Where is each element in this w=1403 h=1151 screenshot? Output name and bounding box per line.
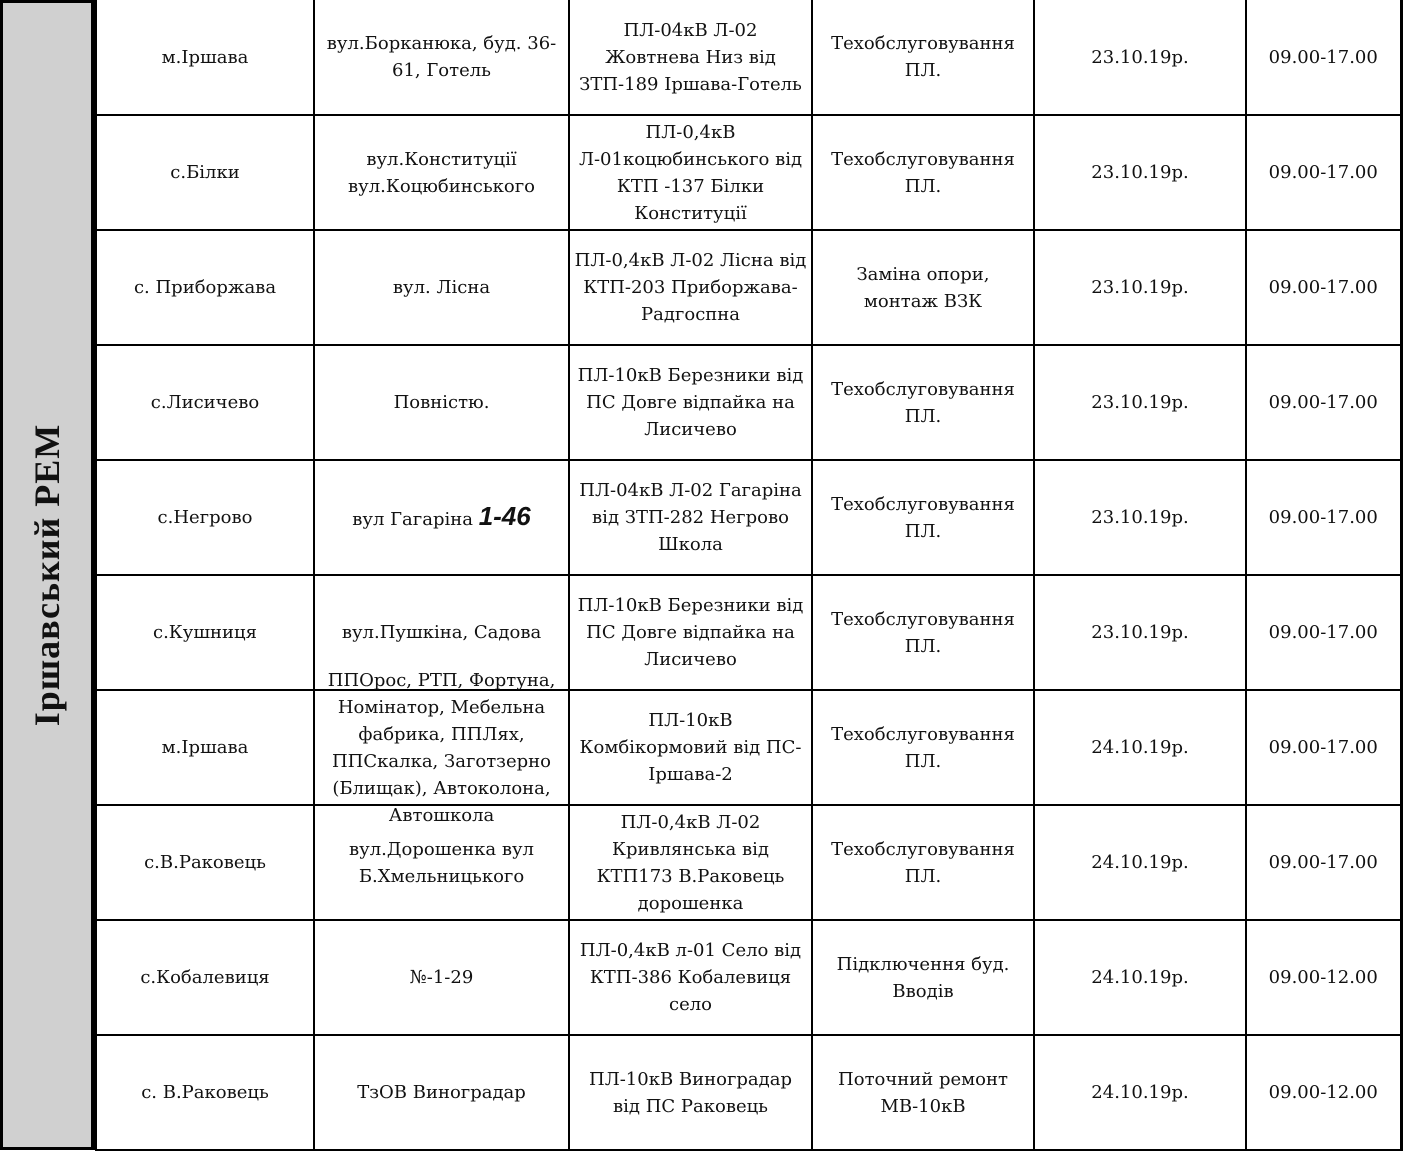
time-cell: 09.00-12.00 [1246,920,1401,1035]
time-cell: 09.00-12.00 [1246,1035,1401,1150]
time-cell: 09.00-17.00 [1246,0,1401,115]
address-cell: вул.Дорошенка вул Б.Хмельницького [314,805,569,920]
work-type-cell: Заміна опори, монтаж ВЗК [812,230,1034,345]
work-type-cell: Техобслуговування ПЛ. [812,575,1034,690]
time-cell: 09.00-17.00 [1246,230,1401,345]
work-type-cell: Техобслуговування ПЛ. [812,690,1034,805]
address-cell [314,460,569,575]
date-cell: 24.10.19р. [1034,690,1246,805]
date-cell: 24.10.19р. [1034,1035,1246,1150]
power-line-cell: ПЛ-10кВ Комбікормовий від ПС-Іршава-2 [569,690,812,805]
work-type-cell: Підключення буд. Вводів [812,920,1034,1035]
settlement-cell: с. В.Раковець [96,1035,314,1150]
settlement-cell: с.Кобалевиця [96,920,314,1035]
power-line-cell: ПЛ-10кВ Березники від ПС Довге відпайка на Лисичево [569,345,812,460]
address-cell: №-1-29 [314,920,569,1035]
date-cell: 23.10.19р. [1034,460,1246,575]
address-cell: вул.Пушкіна, Садова [314,575,569,690]
power-line-cell: ПЛ-0,4кВ Л-02 Лісна від КТП-203 Приборжава-Радгоспна [569,230,812,345]
date-cell: 23.10.19р. [1034,115,1246,230]
address-cell: вул.Борканюка, буд. 36-61, Готель [314,0,569,115]
address-text-clipped: ППОрос, РТП, Фортуна, Номінатор, Мебельна фабрика, ППЛях, ППСкалка, Заготзерно (Блищак), Автоколона, Автошкола [327,669,556,826]
address-cell [314,669,569,826]
date-cell: 24.10.19р. [1034,920,1246,1035]
power-line-cell: ПЛ-04кВ Л-02 Гагаріна від ЗТП-282 Негрово Школа [569,460,812,575]
date-cell: 23.10.19р. [1034,0,1246,115]
date-cell: 23.10.19р. [1034,575,1246,690]
work-type-cell: Техобслуговування ПЛ. [812,115,1034,230]
address-cell: вул.Конституції вул.Коцюбинського [314,115,569,230]
table-row [96,920,1401,1035]
table-row [96,1035,1401,1150]
power-line-cell: ПЛ-10кВ Березники від ПС Довге відпайка на Лисичево [569,575,812,690]
rem-side-cell [0,0,95,1150]
table-row [96,690,1401,805]
address-street: вул Гагаріна [352,508,473,530]
time-cell: 09.00-17.00 [1246,690,1401,805]
table-row [96,805,1401,920]
work-type-cell: Поточний ремонт МВ-10кВ [812,1035,1034,1150]
settlement-cell: м.Іршава [96,0,314,115]
table-row [96,115,1401,230]
power-line-cell: ПЛ-0,4кВ л-01 Село від КТП-386 Кобалевиця село [569,920,812,1035]
power-line-cell: ПЛ-04кВ Л-02 Жовтнева Низ від ЗТП-189 Іршава-Готель [569,0,812,115]
settlement-cell: м.Іршава [96,690,314,805]
time-cell: 09.00-17.00 [1246,345,1401,460]
settlement-cell: с.В.Раковець [96,805,314,920]
date-cell: 24.10.19р. [1034,805,1246,920]
work-type-cell: Техобслуговування ПЛ. [812,805,1034,920]
table-row [96,575,1401,690]
time-cell: 09.00-17.00 [1246,115,1401,230]
settlement-cell: с.Білки [96,115,314,230]
settlement-cell: с. Приборжава [96,230,314,345]
power-line-cell: ПЛ-10кВ Виноградар від ПС Раковець [569,1035,812,1150]
settlement-cell: с.Лисичево [96,345,314,460]
time-cell: 09.00-17.00 [1246,805,1401,920]
power-line-cell: ПЛ-0,4кВ Л-01коцюбинського від КТП -137 Білки Конституції [569,115,812,230]
address-cell: вул. Лісна [314,230,569,345]
time-cell: 09.00-17.00 [1246,575,1401,690]
rem-side-label: Іршавський РЕМ [27,423,67,727]
outage-schedule-table [95,0,1403,1151]
address-cell: ТзОВ Виноградар [314,1035,569,1150]
work-type-cell: Техобслуговування ПЛ. [812,345,1034,460]
table-row [96,230,1401,345]
table-row [96,460,1401,575]
work-type-cell: Техобслуговування ПЛ. [812,0,1034,115]
date-cell: 23.10.19р. [1034,345,1246,460]
table-row [96,345,1401,460]
date-cell: 23.10.19р. [1034,230,1246,345]
settlement-cell: с.Негрово [96,460,314,575]
settlement-cell: с.Кушниця [96,575,314,690]
time-cell: 09.00-17.00 [1246,460,1401,575]
table-row [96,0,1401,115]
work-type-cell: Техобслуговування ПЛ. [812,460,1034,575]
address-cell: Повністю. [314,345,569,460]
power-line-cell: ПЛ-0,4кВ Л-02 Кривлянська від КТП173 В.Раковець дорошенка [569,805,812,920]
address-house-numbers: 1-46 [478,500,531,531]
